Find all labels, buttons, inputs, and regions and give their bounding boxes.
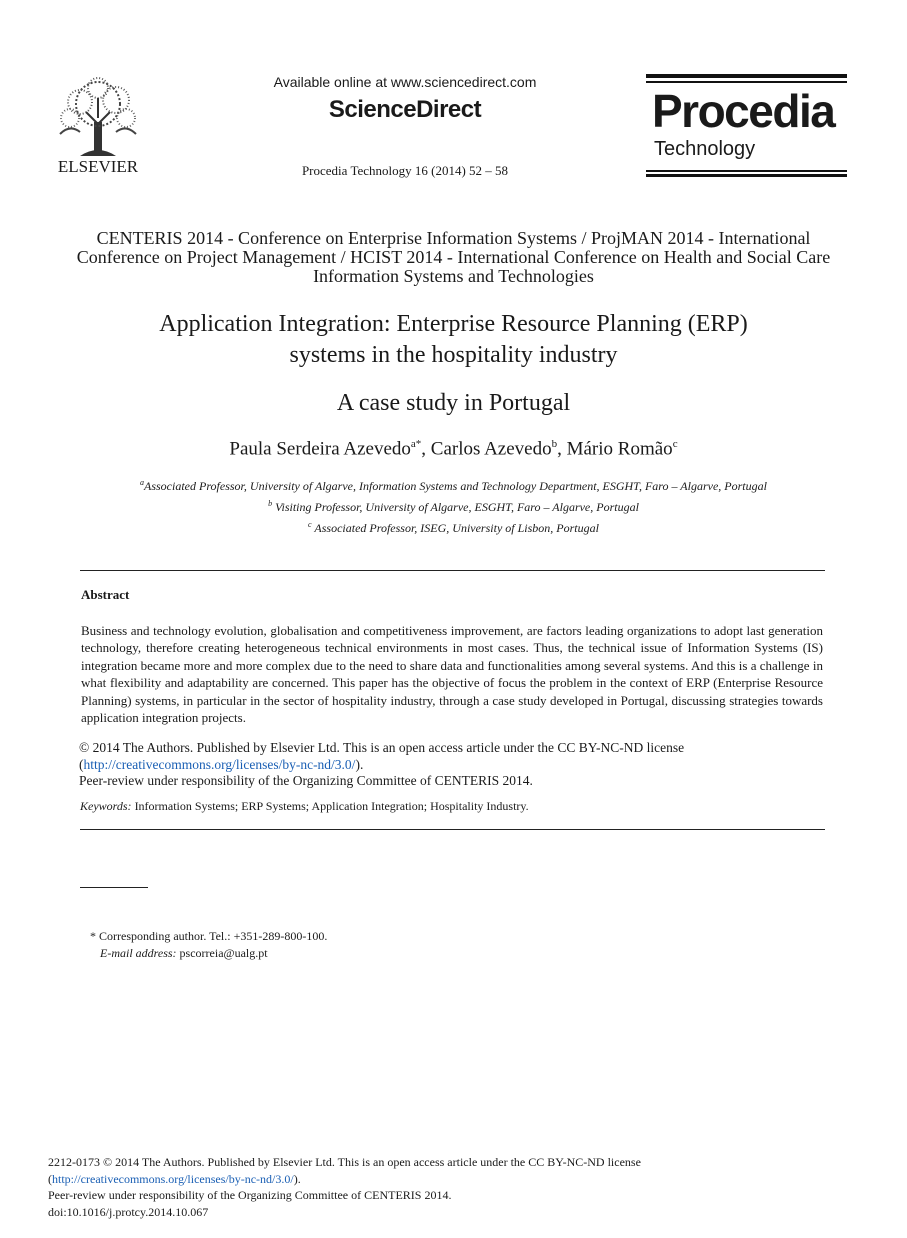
doi[interactable]: doi:10.1016/j.protcy.2014.10.067 bbox=[48, 1204, 209, 1219]
available-online: Available online at www.sciencedirect.com bbox=[273, 74, 537, 90]
author-name: Mário Romão bbox=[566, 438, 673, 460]
footer-peer-review: Peer-review under responsibility of the Organizing Committee of CENTERIS 2014. bbox=[48, 1188, 452, 1202]
procedia-rule bbox=[646, 174, 847, 177]
keywords-label: Keywords: bbox=[80, 799, 132, 813]
procedia-logo-subtitle: Technology bbox=[654, 138, 756, 160]
procedia-rule bbox=[646, 81, 847, 83]
procedia-rule bbox=[646, 74, 847, 78]
license-link[interactable]: http://creativecommons.org/licenses/by-nc-nd/3.0/ bbox=[83, 756, 356, 772]
section-divider bbox=[80, 570, 825, 571]
section-divider bbox=[80, 829, 825, 830]
copyright-line: © 2014 The Authors. Published by Elsevier Ltd. This is an open access article under the CC BY-NC-ND license bbox=[79, 740, 685, 755]
footer-license-line: 2212-0173 © 2014 The Authors. Published by Elsevier Ltd. This is an open access article under the CC BY-NC-ND license bbox=[48, 1155, 641, 1169]
author-mark: b bbox=[551, 438, 558, 450]
keywords-text: Information Systems; ERP Systems; Application Integration; Hospitality Industry. bbox=[134, 799, 529, 813]
keywords bbox=[80, 799, 825, 814]
affiliation: $^b$ Visiting Professor, University of Algarve, ESGHT, Faro – Algarve, Portugal bbox=[268, 499, 639, 514]
conference-name: CENTERIS 2014 - Conference on Enterprise Information Systems / ProjMAN 2014 - International Conference on Project Management / HCIST 2014 - International Conference on Health and Social Care Information Systems and Technologies bbox=[76, 228, 831, 286]
affiliation: $^a$Associated Professor, University of Algarve, Information Systems and Technology Department, ESGHT, Faro – Algarve, Portugal bbox=[140, 478, 767, 493]
email-address[interactable]: pscorreia@ualg.pt bbox=[179, 946, 268, 960]
paper-title bbox=[60, 309, 847, 371]
procedia-logo-title: Procedia bbox=[652, 85, 835, 137]
affiliation: $^c$ Associated Professor, ISEG, University of Lisbon, Portugal bbox=[308, 520, 599, 535]
author-name: Carlos Azevedo bbox=[430, 438, 552, 460]
author-mark: a* bbox=[410, 438, 422, 450]
paper-title-line: systems in the hospitality industry bbox=[289, 342, 618, 368]
email-label: E-mail address: bbox=[100, 946, 177, 960]
footnote-divider bbox=[80, 887, 148, 888]
procedia-rule bbox=[646, 170, 847, 172]
paper-subtitle: A case study in Portugal bbox=[336, 390, 571, 416]
publisher-name: ELSEVIER bbox=[57, 157, 139, 176]
abstract-body: Business and technology evolution, globalisation and competitiveness improvement, are factors leading organizations to adopt last generation technology, therefore creating heterogeneous technical environments in most cases. Thus, the technical issue of Information Systems (IS) integration became more and more complex due to the need to share data and functionalities among several systems. And this is a challenge in what flexibility and adaptability are concerned. This paper has the objective of focus the problem in the context of ERP (Enterprise Resource Planning) systems, in particular in the sector of hospitality industry, through a case study developed in Portugal, discussing strategies towards application integration projects. bbox=[81, 623, 823, 726]
footnote bbox=[90, 928, 327, 962]
author-mark: c bbox=[672, 438, 678, 450]
author-name: Paula Serdeira Azevedo bbox=[229, 438, 411, 460]
copyright-notice: © 2014 The Authors. Published by Elsevier Ltd. This is an open access article under the CC BY-NC-ND license (http://creativecommons.org/licenses/by-nc-nd/3.0/). Peer-review under responsibility of the Organizing Committee of CENTERIS 2014. bbox=[79, 740, 829, 790]
affiliations bbox=[60, 474, 847, 537]
page-footer: 2212-0173 © 2014 The Authors. Published by Elsevier Ltd. This is an open access article under the CC BY-NC-ND license (http://creativecommons.org/licenses/by-nc-nd/3.0/). Peer-review under responsibility of the Organizing Committee of CENTERIS 2014. doi:10.1016/j.protcy.2014.10.067 bbox=[48, 1154, 848, 1220]
author-list: Paula Serdeira Azevedo$^{a*}$, Carlos Azevedo$^b$, Mário Romão$^c$ bbox=[229, 438, 678, 460]
journal-reference: Procedia Technology 16 (2014) 52 – 58 bbox=[301, 163, 509, 178]
peer-review-line: Peer-review under responsibility of the Organizing Committee of CENTERIS 2014. bbox=[79, 773, 533, 788]
corresponding-author: * Corresponding author. Tel.: +351-289-800-100. bbox=[90, 929, 328, 943]
footer-license-link[interactable]: http://creativecommons.org/licenses/by-nc-nd/3.0/ bbox=[52, 1171, 294, 1186]
sciencedirect-logo: ScienceDirect bbox=[328, 96, 482, 123]
paper-title-line: Application Integration: Enterprise Resource Planning (ERP) bbox=[159, 311, 748, 337]
abstract-heading: Abstract bbox=[81, 587, 130, 602]
